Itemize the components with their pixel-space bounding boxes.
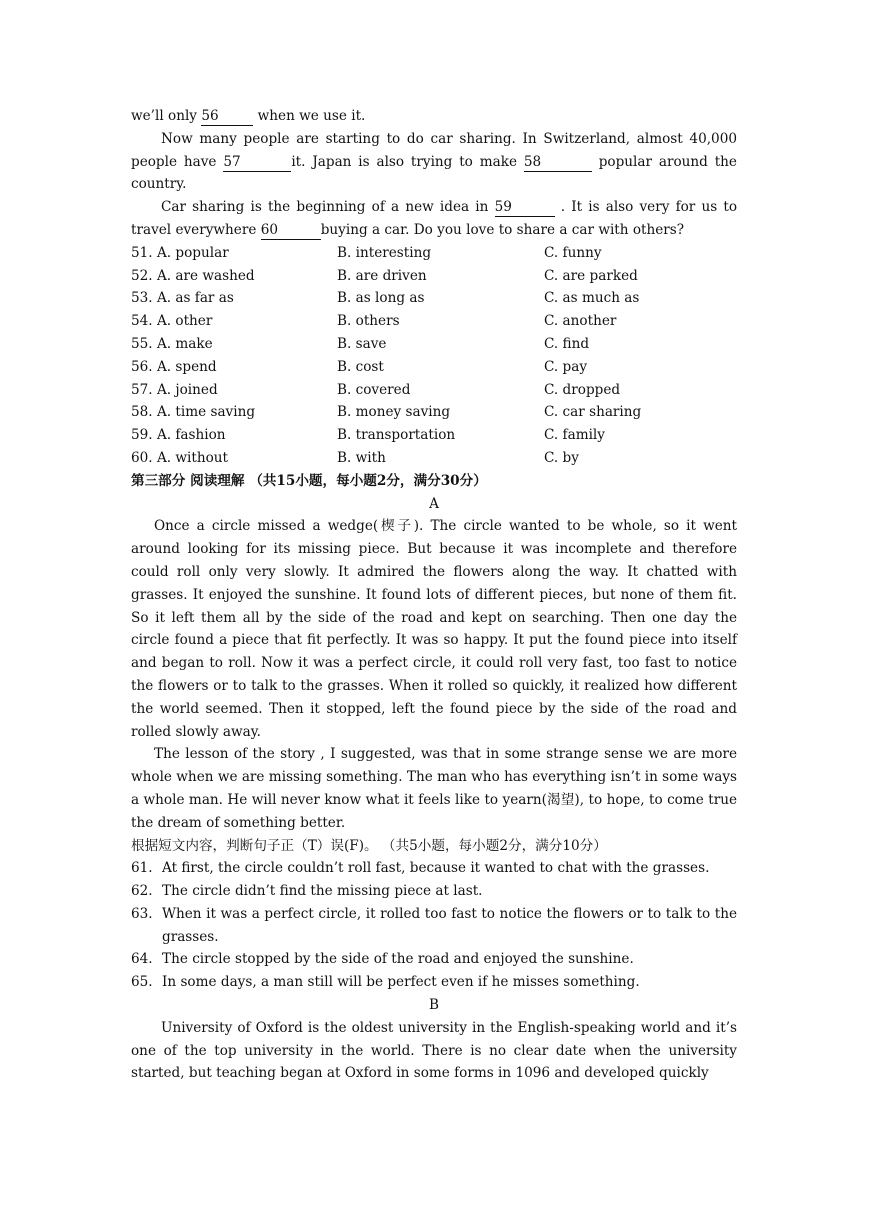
passage-b-paragraph-1: University of Oxford is the oldest university in the English-speaking world and it’s one of the top university in the world. There is no clear date when the university started, but teaching began at Oxford in some forms in 1096 and developed quickly (131, 1019, 737, 1082)
cloze-text: Now many people are starting to do car sharing. In Switzerland, almost 40,000 people have (131, 130, 737, 170)
question-item (131, 857, 737, 880)
question-text: The circle didn’t find the missing piece at last. (162, 883, 483, 900)
option-c: C. as much as (544, 290, 640, 307)
option-a: 52. A. are washed (131, 267, 255, 284)
option-row (131, 379, 737, 402)
option-a: 51. A. popular (131, 244, 229, 261)
passage-b-heading: B (429, 997, 439, 1014)
blank-57: 57 (223, 153, 291, 172)
option-c: C. find (544, 335, 590, 352)
cloze-text: when we use it. (253, 108, 366, 124)
option-b: B. with (337, 449, 386, 466)
option-row (131, 401, 737, 424)
question-item (131, 880, 737, 903)
option-row (131, 424, 737, 447)
question-text: The circle stopped by the side of the road and enjoyed the sunshine. (162, 951, 634, 968)
question-number: 63. (131, 905, 153, 922)
cloze-text: . It is also very for us to travel everywhere (131, 199, 738, 238)
option-a: 56. A. spend (131, 358, 217, 375)
option-a: 54. A. other (131, 313, 213, 330)
option-a: 57. A. joined (131, 381, 218, 398)
option-b: B. cost (337, 358, 384, 375)
blank-58: 58 (524, 153, 592, 172)
option-c: C. family (544, 427, 605, 444)
question-text: In some days, a man still will be perfect even if he misses something. (162, 974, 640, 991)
option-c: C. another (544, 313, 617, 330)
option-row (131, 356, 737, 379)
question-text: At first, the circle couldn’t roll fast, because it wanted to chat with the grasses. (162, 860, 710, 877)
blank-60: 60 (261, 221, 321, 240)
option-row (131, 333, 737, 356)
option-row (131, 447, 737, 470)
question-item (131, 903, 737, 949)
question-number: 61. (131, 860, 153, 877)
cloze-paragraph-3 (131, 196, 737, 242)
option-b: B. interesting (337, 244, 432, 261)
option-row (131, 310, 737, 333)
cloze-text: it. Japan is also trying to make (291, 153, 524, 170)
cloze-text: we’ll only (131, 108, 202, 124)
blank-59: 59 (495, 198, 555, 217)
instruction-text: 根据短文内容，判断句子正（T）误(F)。 （共5小题，每小题2分，满分10分） (131, 837, 607, 854)
option-c: C. car sharing (544, 404, 642, 421)
option-a: 55. A. make (131, 335, 213, 352)
option-b: B. covered (337, 381, 411, 398)
question-text: When it was a perfect circle, it rolled too fast to notice the flowers or to talk to the grasses. (162, 905, 737, 945)
option-a: 59. A. fashion (131, 427, 226, 444)
cloze-text: Car sharing is the beginning of a new idea in (161, 199, 495, 216)
option-b: B. transportation (337, 427, 456, 444)
option-row (131, 265, 737, 288)
question-number: 64. (131, 951, 153, 968)
option-c: C. by (544, 449, 579, 466)
section-title: 第三部分 阅读理解 （共15小题，每小题2分，满分30分） (131, 472, 487, 489)
cloze-text: buying a car. Do you love to share a car with others? (320, 221, 685, 238)
option-b: B. save (337, 335, 387, 352)
option-a: 58. A. time saving (131, 404, 256, 421)
option-b: B. are driven (337, 267, 427, 284)
option-c: C. pay (544, 358, 588, 375)
option-c: C. are parked (544, 267, 638, 284)
option-b: B. others (337, 313, 400, 330)
question-number: 65. (131, 974, 153, 991)
exam-page (131, 105, 737, 1085)
passage-a-heading: A (429, 495, 439, 512)
blank-56: 56 (201, 107, 253, 126)
cloze-text: popular around the country. (131, 153, 737, 193)
option-c: C. dropped (544, 381, 621, 398)
option-a: 53. A. as far as (131, 290, 234, 307)
option-b: B. as long as (337, 290, 425, 307)
cloze-paragraph-2 (131, 128, 737, 196)
question-number: 62. (131, 883, 153, 900)
option-a: 60. A. without (131, 449, 229, 466)
option-c: C. funny (544, 244, 602, 261)
question-item (131, 971, 737, 994)
passage-a-paragraph-2: The lesson of the story , I suggested, was that in some strange sense we are more whole when we are missing something. The man who has everything isn’t in some ways a whole man. He will never know what it feels like to yearn(渴望), to hope, to come true the dream of something better. (131, 746, 737, 831)
option-b: B. money saving (337, 404, 451, 421)
option-row (131, 242, 737, 265)
options-list (131, 242, 737, 470)
option-row (131, 287, 737, 310)
cloze-line-56 (131, 105, 737, 128)
question-item (131, 948, 737, 971)
question-list (131, 857, 737, 994)
passage-a-paragraph-1: Once a circle missed a wedge(楔子). The circle wanted to be whole, so it went around looking for its missing piece. But because it was incomplete and therefore could roll only very slowly. It admired the flowers along the way. It chatted with grasses. It enjoyed the sunshine. It found lots of different pieces, but none of them fit. So it left them all by the side of the road and kept on searching. Then one day the circle found a piece that fit perfectly. It was so happy. It put the found piece into itself and began to roll. Now it was a perfect circle, it could roll very fast, too fast to notice the flowers or to talk to the grasses. When it rolled so quickly, it realized how different the world seemed. Then it stopped, left the found piece by the side of the road and rolled slowly away. (131, 518, 737, 740)
